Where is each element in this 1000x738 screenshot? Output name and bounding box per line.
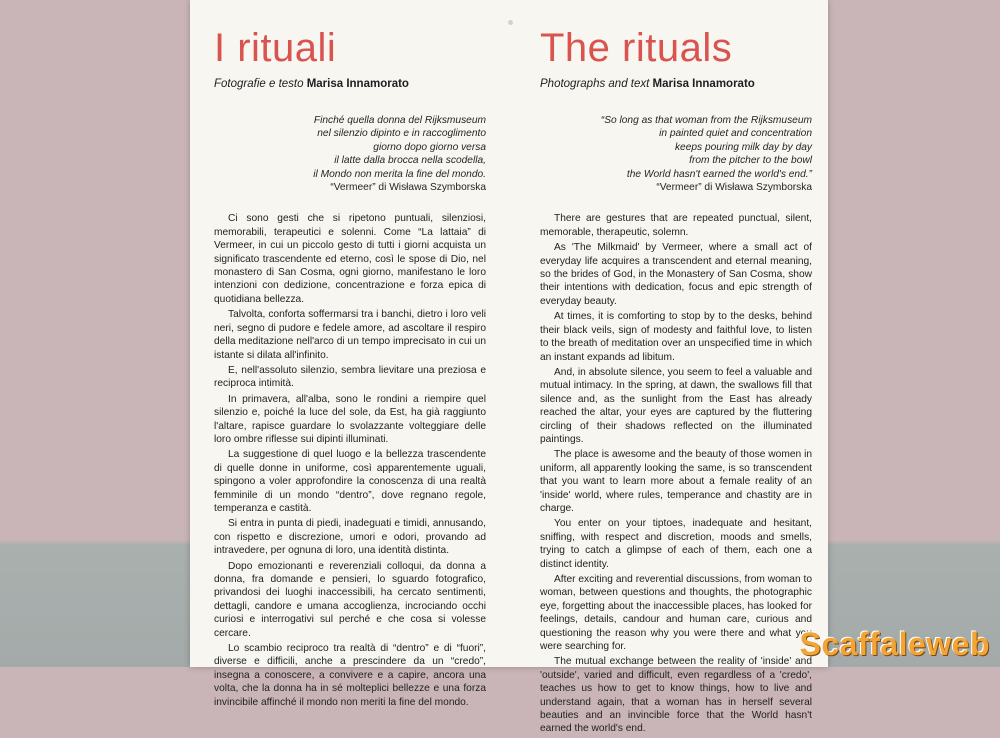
byline-lead: Fotografie e testo xyxy=(214,78,304,90)
page-title-english: The rituals xyxy=(540,26,733,70)
paragraph: In primavera, all'alba, sono le rondini a riempire quel silenzio e, poiché la luce del sole, da Est, ha già raggiunto l'altare, rapisce guardare lo svolazzante volteggiare delle loro ombre riflesse sui dipinti illuminati. xyxy=(214,393,486,445)
paragraph: After exciting and reverential discussions, from woman to woman, between questions and thoughts, the photographic eye, forgetting about the inaccessible places, has looked for feelings, details, candour and human care, curious and questioning the reason why you were there and what you were searching for. xyxy=(540,574,812,653)
poem-line: giorno dopo giorno versa xyxy=(373,141,486,153)
poem-source: “Vermeer” di Wisława Szymborska xyxy=(656,182,812,194)
paragraph: Ci sono gesti che si ripetono puntuali, silenziosi, memorabili, terapeutici e solenni. Come “La lattaia” di Vermeer, in cui un piccolo gesto di tutti i giorni acquista un significato trascendente ed eterno, così le spose di Dio, nel monastero di San Cosma, ogni giorno, manifestano le loro intenzioni con dedizione, concentrazione e forza epica di quotidiana bellezza. xyxy=(214,213,486,305)
pin-mark xyxy=(508,20,513,25)
author-name: Marisa Innamorato xyxy=(652,78,755,90)
author-name: Marisa Innamorato xyxy=(306,78,409,90)
byline-english xyxy=(540,78,812,90)
exhibition-panel xyxy=(190,0,828,735)
paragraph: At times, it is comforting to stop by to the desks, behind their black veils, sign of modesty and faithful love, to listen to the breath of meditation over an unspecified time in which an instant expands ad libitum. xyxy=(540,311,812,363)
paragraph: Dopo emozionanti e reverenziali colloqui, da donna a donna, fra domande e pensieri, lo sguardo fotografico, privandosi dei luoghi inaccessibili, ha cercato sentimenti, dettagli, candore e umana accoglienza, incrociando occhi curiosi e interrogativi sul perché e che cosa si volesse cercare. xyxy=(214,560,486,639)
paragraph: The place is awesome and the beauty of those women in uniform, all apparently looking the same, is so transcendent that you want to learn more about a female reality of an 'inside' world, where rules, temperance and chastity are in charge. xyxy=(540,449,812,514)
paragraph: Si entra in punta di piedi, inadeguati e timidi, annusando, con rispetto e discrezione, umori e odori, provando ad intravedere, per ognuna di loro, una identità distinta. xyxy=(214,518,486,557)
poem-source: “Vermeer” di Wisława Szymborska xyxy=(330,182,486,194)
paragraph: The mutual exchange between the reality of 'inside' and 'outside', varied and difficult, even regardless of a 'credo', teaches us how to get to know things, how to live and understand again, that a woman has in herself several beauties and an invincible force that the World hasn't earned the world's end. xyxy=(540,656,812,735)
poem-quote-english xyxy=(540,114,812,194)
page-title-italian: I rituali xyxy=(214,26,337,70)
english-column xyxy=(540,26,812,738)
paragraph: There are gestures that are repeated punctual, silent, memorable, therapeutic, solemn. xyxy=(540,213,812,238)
paragraph: La suggestione di quel luogo e la bellezza trascendente di quelle donne in uniforme, così apparentemente uguali, spingono a voler approfondire la conoscenza di una realtà femminile di un mondo “dentro”, dove regnano regole, temperanza e castità. xyxy=(214,449,486,514)
poem-line: in painted quiet and concentration xyxy=(659,128,812,140)
poem-line: keeps pouring milk day by day xyxy=(674,141,812,153)
poem-line: “So long as that woman from the Rijksmuseum xyxy=(600,115,812,126)
poem-line: il Mondo non merita la fine del mondo. xyxy=(313,168,486,180)
paragraph: You enter on your tiptoes, inadequate and hesitant, sniffing, with respect and discretion, moods and smells, trying to catch a glimpse of each of them, each one a distinct identity. xyxy=(540,518,812,570)
poem-line: il latte dalla brocca nella scodella, xyxy=(334,155,486,167)
paragraph: Lo scambio reciproco tra realtà di “dentro” e di “fuori”, diverse e difficili, anche a prescindere da un “credo”, insegna a conoscere, a convivere e a capire, ancora una volta, che la donna ha in sé molteplici bellezze e una forza invincibile affinché il mondo non meriti la fine del mondo. xyxy=(214,643,486,708)
paragraph: And, in absolute silence, you seem to feel a valuable and mutual intimacy. In the spring, at dawn, the swallows fill that silence and, as the sunlight from the East has already reached the altar, your eyes are captured by the fluttering circling of their shadows reflected on the illuminated paintings. xyxy=(540,366,812,445)
poem-line: from the pitcher to the bowl xyxy=(689,155,812,167)
poem-quote-italian xyxy=(214,114,486,194)
paragraph: As 'The Milkmaid' by Vermeer, where a small act of everyday life acquires a transcendent and eternal meaning, so the brides of God, in the Monastery of San Cosma, show their intentions with dedication, focus and epic strength of everyday beauty. xyxy=(540,242,812,307)
byline-lead: Photographs and text xyxy=(540,78,650,90)
poem-line: the World hasn't earned the world's end.” xyxy=(626,168,812,180)
paragraph: Talvolta, conforta soffermarsi tra i banchi, dietro i loro veli neri, segno di pudore e fedele amore, ad ascoltare il respiro della meditazione nell'arco di un tempo imprecisato in cui un istante si dilata all'infinito. xyxy=(214,309,486,361)
watermark-logo: Scaffaleweb xyxy=(799,626,990,662)
body-text-english xyxy=(540,212,812,735)
italian-column xyxy=(214,26,486,711)
poem-line: Finché quella donna del Rijksmuseum xyxy=(313,115,486,126)
paragraph: E, nell'assoluto silenzio, sembra lievitare una preziosa e reciproca intimità. xyxy=(214,364,486,390)
body-text-italian xyxy=(214,212,486,709)
byline-italian xyxy=(214,78,486,90)
poem-line: nel silenzio dipinto e in raccoglimento xyxy=(317,128,486,140)
